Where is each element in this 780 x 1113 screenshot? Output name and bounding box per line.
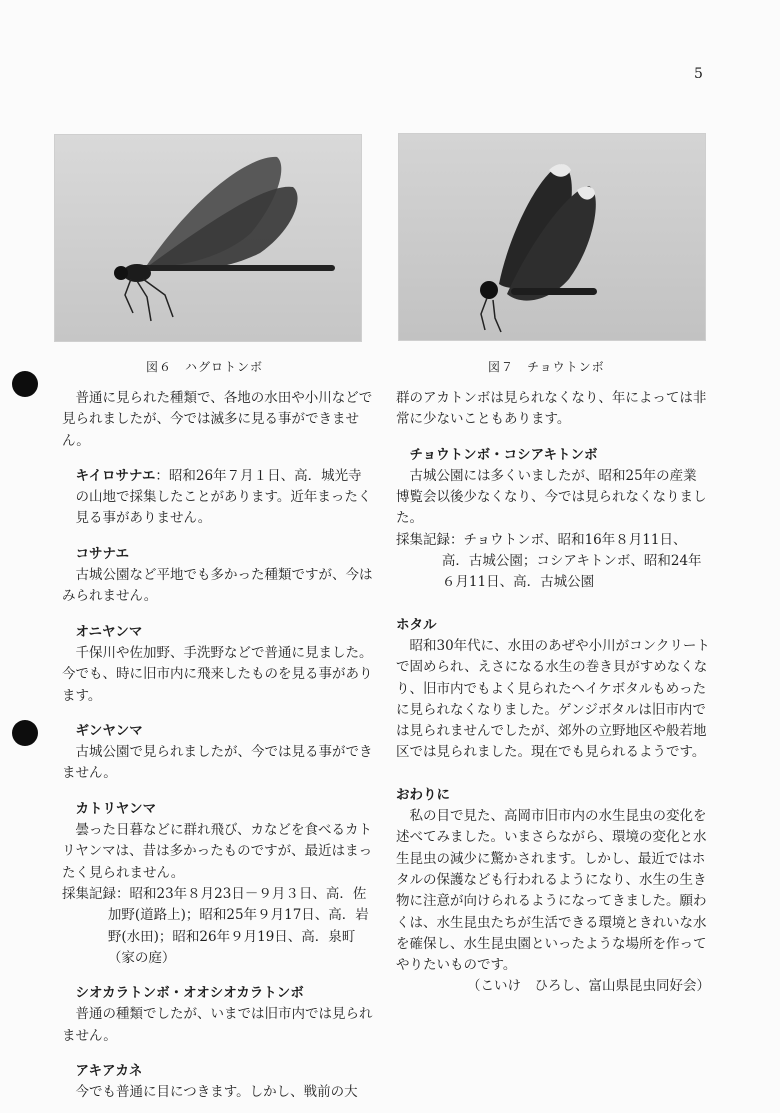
- kosanae-text: 古城公園など平地でも多かった種類ですが、今はみられません。: [62, 567, 373, 605]
- collection-record-1: 採集記録：昭和23年８月23日－９月３日、高．佐加野(道路上)；昭和25年９月17日、高．岩野(水田)；昭和26年９月19日、高．泉町（家の庭）: [62, 885, 369, 966]
- kiiro-sanae-heading: キイロサナエ: [75, 467, 156, 484]
- hotaru-heading: ホタル: [396, 616, 437, 633]
- binder-hole-bottom: [12, 720, 38, 746]
- figure-7-caption: 図７ チョウトンボ: [488, 360, 605, 374]
- left-column: [62, 388, 375, 1104]
- oniyanma-heading: オニヤンマ: [75, 623, 143, 640]
- ginyanma-text: 古城公園で見られましたが、今では見る事ができません。: [62, 744, 373, 782]
- page-number: 5: [694, 66, 703, 82]
- figure-7-photo: [398, 133, 706, 341]
- akiakane-continuation: 群のアカトンボは見られなくなり、年によっては非常に少ないこともあります。: [396, 390, 707, 428]
- shiokara-text: 普通の種類でしたが、いまでは旧市内では見られません。: [62, 1006, 373, 1044]
- katoriyanma-text: 曇った日暮などに群れ飛び、カなどを食べるカトリヤンマは、昔は多かったものですが、最近はまったく見られません。: [62, 822, 373, 881]
- owarini-heading: おわりに: [396, 786, 450, 803]
- choutonbo-text: 古城公園には多くいましたが、昭和25年の産業博覧会以後少なくなり、今では見られなくなりました。: [396, 467, 707, 527]
- chou-tonbo-illustration: [399, 134, 705, 340]
- figure-6-caption: 図６ ハグロトンボ: [146, 360, 264, 374]
- akiakane-text: 今でも普通に目につきます。しかし、戦前の大: [75, 1084, 358, 1101]
- haguro-tonbo-illustration: [55, 135, 361, 341]
- collection-record-2: 採集記録：チョウトンボ、昭和16年８月11日、高．古城公園；コシアキトンボ、昭和24年６月11日、高．古城公園: [396, 531, 702, 591]
- kiiro-sanae-text: ：昭和26年７月１日、高．城光寺の山地で採集したことがあります。近年まったく見る事がありません。: [75, 467, 372, 527]
- oniyanma-text: 千保川や佐加野、手洗野などで普通に見ました。今でも、時に旧市内に飛来したものを見る事があります。: [62, 644, 373, 704]
- choutonbo-heading: チョウトンボ・コシアキトンボ: [409, 446, 598, 463]
- owarini-text: 私の目で見た、高岡市旧市内の水生昆虫の変化を述べてみました。いまさらながら、環境の変化と水生昆虫の減少に驚かされます。しかし、最近ではホタルの保護なども行われるようになり、水生の生き物に注意が向けられるようになってきました。願わくは、水生昆虫たちが生活できる環境ときれいな水を確保し、水生昆虫園といったような場所を作ってやりたいものです。: [396, 808, 707, 974]
- ginyanma-heading: ギンヤンマ: [75, 722, 143, 739]
- kiiro-sanae-paragraph: [62, 466, 375, 530]
- binder-hole-top: [12, 371, 38, 397]
- shiokara-heading: シオカラトンボ・オオシオカラトンボ: [75, 985, 304, 1002]
- author-signature: （こいけ ひろし、富山県昆虫同好会）: [467, 978, 710, 995]
- akiakane-heading: アキアカネ: [75, 1063, 143, 1080]
- katoriyanma-heading: カトリヤンマ: [75, 800, 157, 817]
- right-column: [396, 388, 710, 998]
- hotaru-text: 昭和30年代に、水田のあぜや小川がコンクリートで固められ、えさになる水生の巻き貝がすめなくなり、旧市内でもよく見られたヘイケボタルもめったに見られなくなりました。ゲンジボタルは旧市内では見られませんでしたが、郊外の立野地区や般若地区では見られました。現在でも見られるようです。: [396, 637, 710, 761]
- intro-paragraph: 普通に見られた種類で、各地の水田や小川などで見られましたが、今では滅多に見る事ができません。: [62, 390, 373, 449]
- figure-6-photo: [54, 134, 362, 342]
- kosanae-heading: コサナエ: [75, 545, 129, 562]
